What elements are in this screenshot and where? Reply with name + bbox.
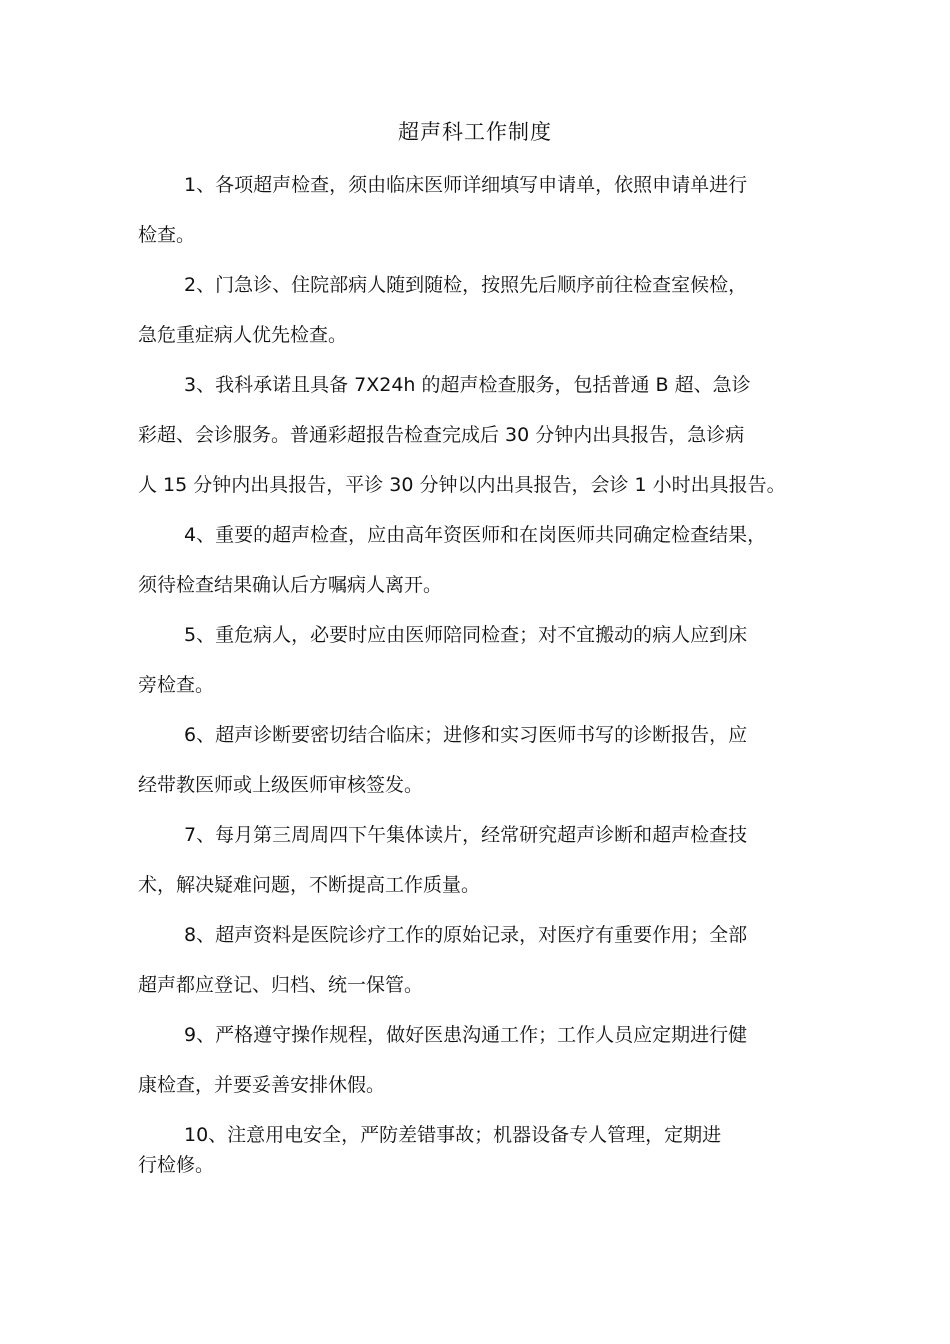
paragraph-2-line-2: 急危重症病人优先检查。 xyxy=(138,324,348,346)
document-title: 超声科工作制度 xyxy=(398,120,552,144)
paragraph-7-line-2: 术，解决疑难问题，不断提高工作质量。 xyxy=(138,874,481,896)
paragraph-5-line-2: 旁检查。 xyxy=(138,674,215,696)
paragraph-1-line-2: 检查。 xyxy=(138,224,196,246)
paragraph-6-line-2: 经带教医师或上级医师审核签发。 xyxy=(138,774,424,796)
paragraph-4-line-1: 4、重要的超声检查，应由高年资医师和在岗医师共同确定检查结果， xyxy=(184,524,767,546)
paragraph-1-line-1: 1、各项超声检查，须由临床医师详细填写申请单，依照申请单进行 xyxy=(184,174,748,196)
paragraph-10-line-2: 行检修。 xyxy=(138,1154,215,1176)
paragraph-4-line-2: 须待检查结果确认后方嘱病人离开。 xyxy=(138,574,443,596)
paragraph-10-line-1: 10、注意用电安全，严防差错事故；机器设备专人管理，定期进 xyxy=(184,1124,722,1146)
paragraph-8-line-1: 8、超声资料是医院诊疗工作的原始记录，对医疗有重要作用；全部 xyxy=(184,924,748,946)
paragraph-9-line-1: 9、严格遵守操作规程，做好医患沟通工作；工作人员应定期进行健 xyxy=(184,1024,748,1046)
paragraph-9-line-2: 康检查，并要妥善安排休假。 xyxy=(138,1074,386,1096)
paragraph-3-line-2: 彩超、会诊服务。普通彩超报告检查完成后 30 分钟内出具报告，急诊病 xyxy=(138,424,745,446)
paragraph-6-line-1: 6、超声诊断要密切结合临床；进修和实习医师书写的诊断报告，应 xyxy=(184,724,748,746)
paragraph-2-line-1: 2、门急诊、住院部病人随到随检，按照先后顺序前往检查室候检， xyxy=(184,274,748,296)
paragraph-8-line-2: 超声都应登记、归档、统一保管。 xyxy=(138,974,424,996)
paragraph-7-line-1: 7、每月第三周周四下午集体读片，经常研究超声诊断和超声检查技 xyxy=(184,824,748,846)
paragraph-3-line-3: 人 15 分钟内出具报告，平诊 30 分钟以内出具报告，会诊 1 小时出具报告。 xyxy=(138,474,786,496)
paragraph-5-line-1: 5、重危病人，必要时应由医师陪同检查；对不宜搬动的病人应到床 xyxy=(184,624,748,646)
paragraph-3-line-1: 3、我科承诺且具备 7X24h 的超声检查服务，包括普通 B 超、急诊 xyxy=(184,374,751,396)
